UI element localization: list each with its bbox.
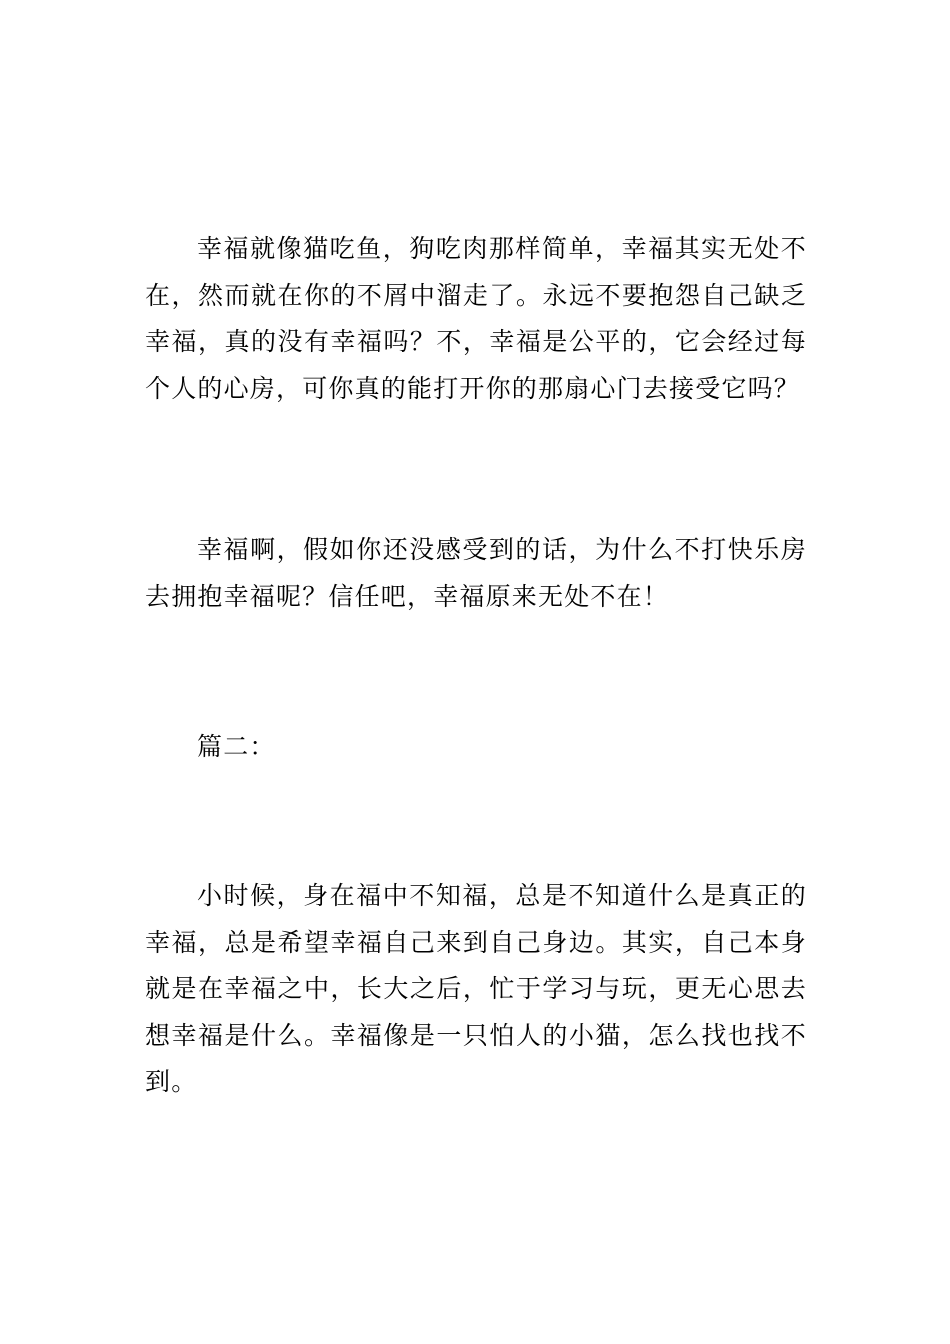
- paragraph-happiness-everywhere: 幸福就像猫吃鱼，狗吃肉那样简单，幸福其实无处不在，然而就在你的不屑中溜走了。永远不要抱怨自己缺乏幸福，真的没有幸福吗？不，幸福是公平的，它会经过每个人的心房，可你真的能打开你的那扇心门去接受它吗？: [145, 234, 807, 403]
- paragraph-embrace-happiness: 幸福啊，假如你还没感受到的话，为什么不打快乐房去拥抱幸福呢？信任吧，幸福原来无处不在！: [145, 535, 807, 611]
- paragraph-childhood-happiness: 小时候，身在福中不知福，总是不知道什么是真正的幸福，总是希望幸福自己来到自己身边。其实，自己本身就是在幸福之中，长大之后，忙于学习与玩，更无心思去想幸福是什么。幸福像是一只怕人的小猫，怎么找也找不到。: [145, 881, 807, 1096]
- section-heading-part-two: 篇二：: [197, 732, 276, 761]
